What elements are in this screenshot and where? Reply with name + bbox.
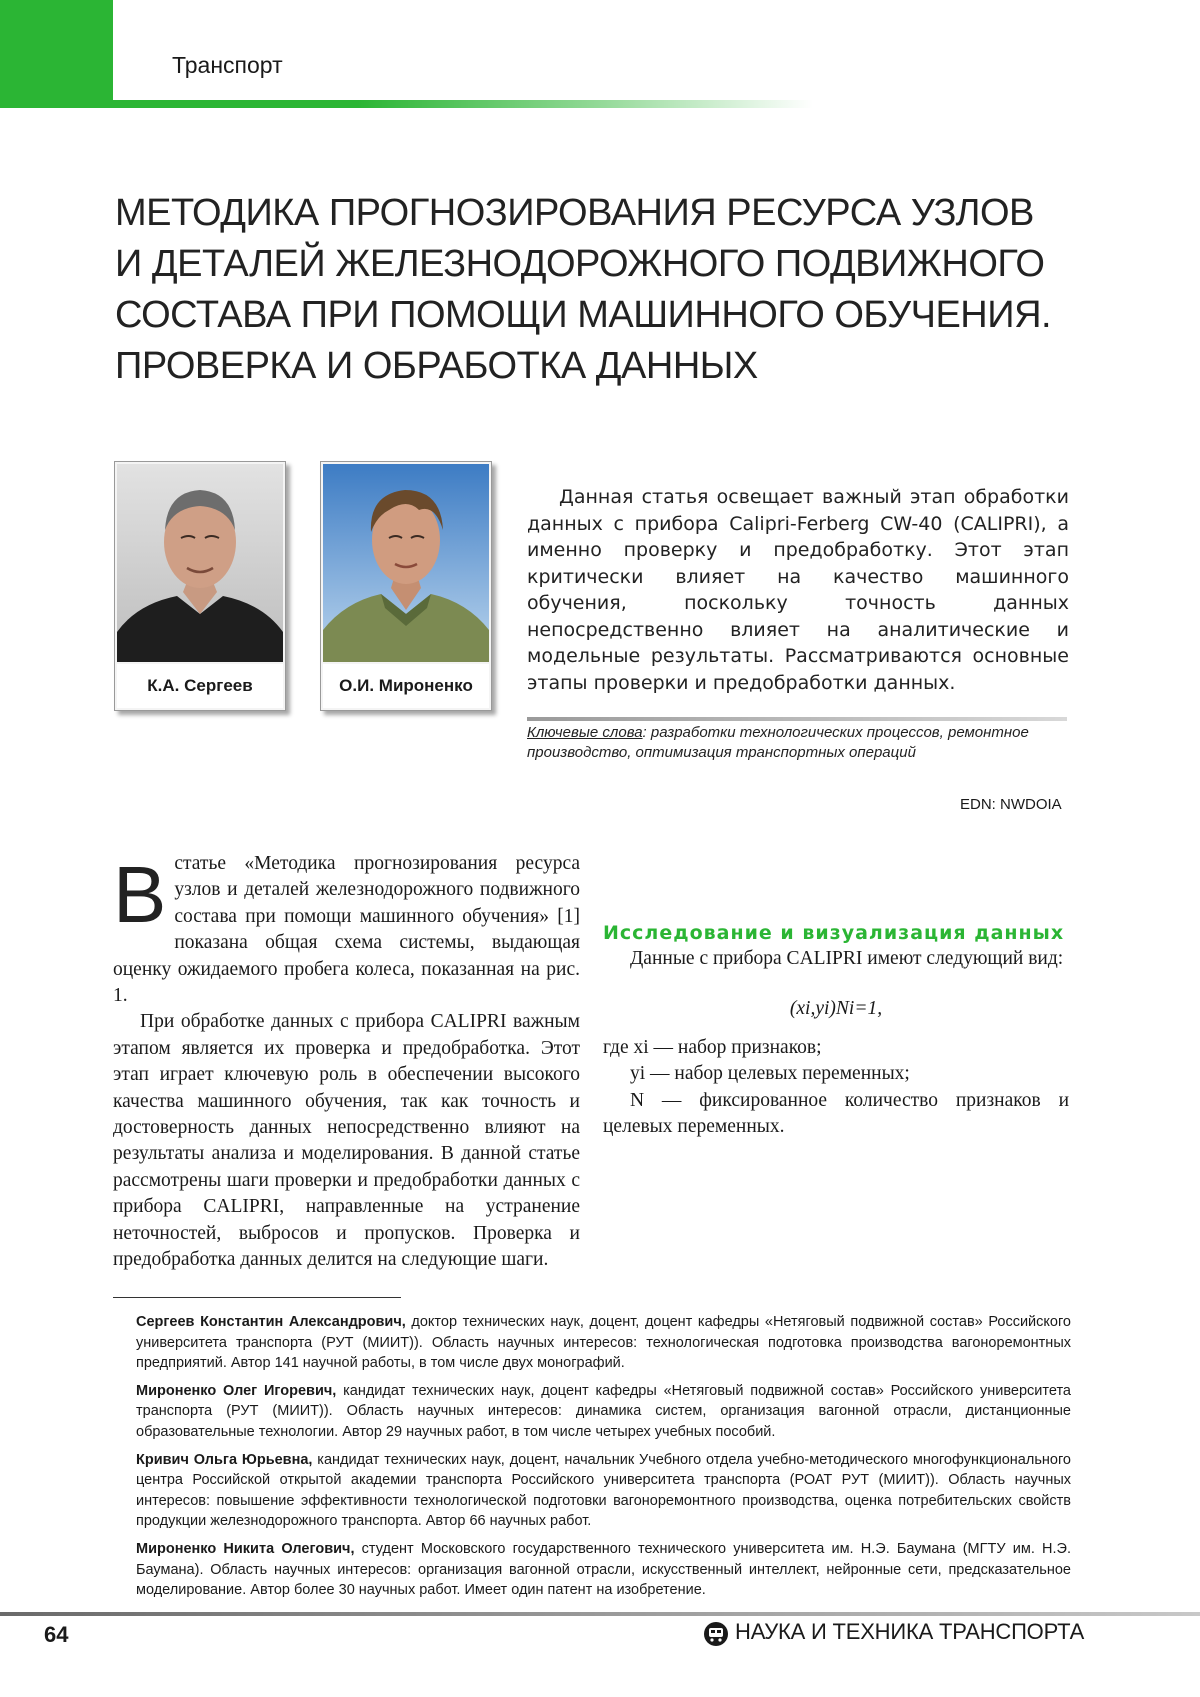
author-name: О.И. Мироненко xyxy=(323,664,489,708)
drop-cap: В xyxy=(113,850,167,939)
title-line: МЕТОДИКА ПРОГНОЗИРОВАНИЯ РЕСУРСА УЗЛОВ xyxy=(115,192,1034,234)
author-card xyxy=(114,461,286,711)
definition-x: где xi — набор признаков; xyxy=(603,1036,822,1058)
author-card xyxy=(320,461,492,711)
edn-code: EDN: NWDOIA xyxy=(960,796,1062,813)
footer-rule xyxy=(0,1612,1200,1616)
title-line: И ДЕТАЛЕЙ ЖЕЛЕЗНОДОРОЖНОГО ПОДВИЖНОГО xyxy=(115,243,1045,285)
section-label: Транспорт xyxy=(172,52,283,78)
footnote-text: кандидат технических наук, доцент кафедры «Нетяговый подвижной состав» Российского университета транспорта (РУТ (МИИТ)). Область научных интересов: динамика систем, организация вагонной отрасли, дистанционные образовательные технологии. Автор 29 научных работ, в том числе четырех учебных пособий. xyxy=(136,1382,1071,1440)
paragraph xyxy=(113,851,580,1009)
keywords-text: : разработки технологических процессов, ремонтное производство, оптимизация транспортных операций xyxy=(527,724,1029,761)
article-title xyxy=(115,188,1115,392)
section-color-block xyxy=(0,0,113,108)
footnote-author: Мироненко Никита Олегович, xyxy=(136,1540,355,1557)
journal-logo-icon xyxy=(703,1621,729,1647)
journal-name: НАУКА И ТЕХНИКА ТРАНСПОРТА xyxy=(735,1619,1085,1644)
footnote-rule xyxy=(113,1297,401,1298)
body-column-right xyxy=(603,851,1069,1140)
footnote xyxy=(136,1381,1071,1443)
footnote-author: Кривич Ольга Юрьевна, xyxy=(136,1451,313,1468)
footnote-text: доктор технических наук, доцент, доцент кафедры «Нетяговый подвижной состав» Российского университета транспорта (РУТ (МИИТ)). Область научных интересов: технологическая подготовка производства вагоноремонтных предприятий. Автор 141 научной работы, в том числе двух монографий. xyxy=(136,1314,1071,1372)
keywords-label: Ключевые слова xyxy=(527,724,643,741)
keywords-divider xyxy=(527,717,1067,721)
paragraph: Данные с прибора CALIPRI имеют следующий вид: xyxy=(630,948,1064,969)
header-gradient-line xyxy=(113,100,813,108)
keywords xyxy=(527,723,1072,763)
paragraph: При обработке данных с прибора CALIPRI важным этапом является их проверка и предобработка. Этот этап играет ключевую роль в обеспечении высокого качества машинного обучения, так как точность и достоверность данных непосредственно влияют на результаты анализа и моделирования. В данной статье рассмотрены шаги проверки и предобработки данных с прибора CALIPRI, направленные на устранение неточностей, выбросов и пропусков. Проверка и предобработка данных делится на следующие шаги. xyxy=(113,1011,580,1271)
abstract: Данная статья освещает важный этап обработки данных с прибора Calipri-Ferberg CW-40 (CALIPRI), а именно проверку и предобработку. Этот этап критически влияет на качество машинного обучения, поскольку точность данных непосредственно влияет на аналитические и модельные результаты. Рассматриваются основные этапы проверки и предобработки данных. xyxy=(527,486,1069,694)
footnote xyxy=(136,1450,1071,1532)
footnote-text: кандидат технических наук, доцент, начальник Учебного отдела учебно-методического многофункционального центра Российской открытой академии транспорта Российского университета транспорта (РОАТ РУТ (МИИТ)). Область научных интересов: повышение эффективности технологической подготовки вагоноремонтного производства, оценка потребительских свойств продукции железнодорожного транспорта. Автор 66 научных работ. xyxy=(136,1451,1071,1530)
definition-y: yi — набор целевых переменных; xyxy=(630,1063,910,1085)
footnote-author: Мироненко Олег Игоревич, xyxy=(136,1382,337,1399)
title-line: ПРОВЕРКА И ОБРАБОТКА ДАННЫХ xyxy=(115,345,758,387)
body-column-left xyxy=(113,851,580,1274)
footnote-author: Сергеев Константин Александрович, xyxy=(136,1314,406,1330)
author-photo xyxy=(323,464,489,662)
section-heading: Исследование и визуализация данных xyxy=(603,922,1065,944)
page-number: 64 xyxy=(44,1622,69,1647)
author-photo xyxy=(117,464,283,662)
footnote xyxy=(136,1539,1071,1601)
footnote-text: студент Московского государственного технического университета им. Н.Э. Баумана (МГТУ им. Н.Э. Баумана). Область научных интересов: организация вагонной отрасли, искусственный интеллект, нейронные сети, предсказательное моделирование. Автор более 30 научных работ. Имеет один патент на изобретение. xyxy=(136,1540,1071,1599)
title-line: СОСТАВА ПРИ ПОМОЩИ МАШИННОГО ОБУЧЕНИЯ. xyxy=(115,294,1052,336)
paragraph-text: статье «Методика прогнозирования ресурса узлов и деталей железнодорожного подвижного состава при помощи машинного обучения» [1] показана общая схема системы, выдающая оценку ожидаемого пробега колеса, показанная на рис. 1. xyxy=(113,853,580,1007)
definition-n: N — фиксированное количество признаков и целевых переменных. xyxy=(603,1089,1069,1138)
author-name: К.А. Сергеев xyxy=(117,664,283,708)
author-footnotes xyxy=(136,1312,1071,1608)
formula: (xi,yi)Ni=1, xyxy=(789,998,883,1020)
footnote xyxy=(136,1312,1071,1374)
